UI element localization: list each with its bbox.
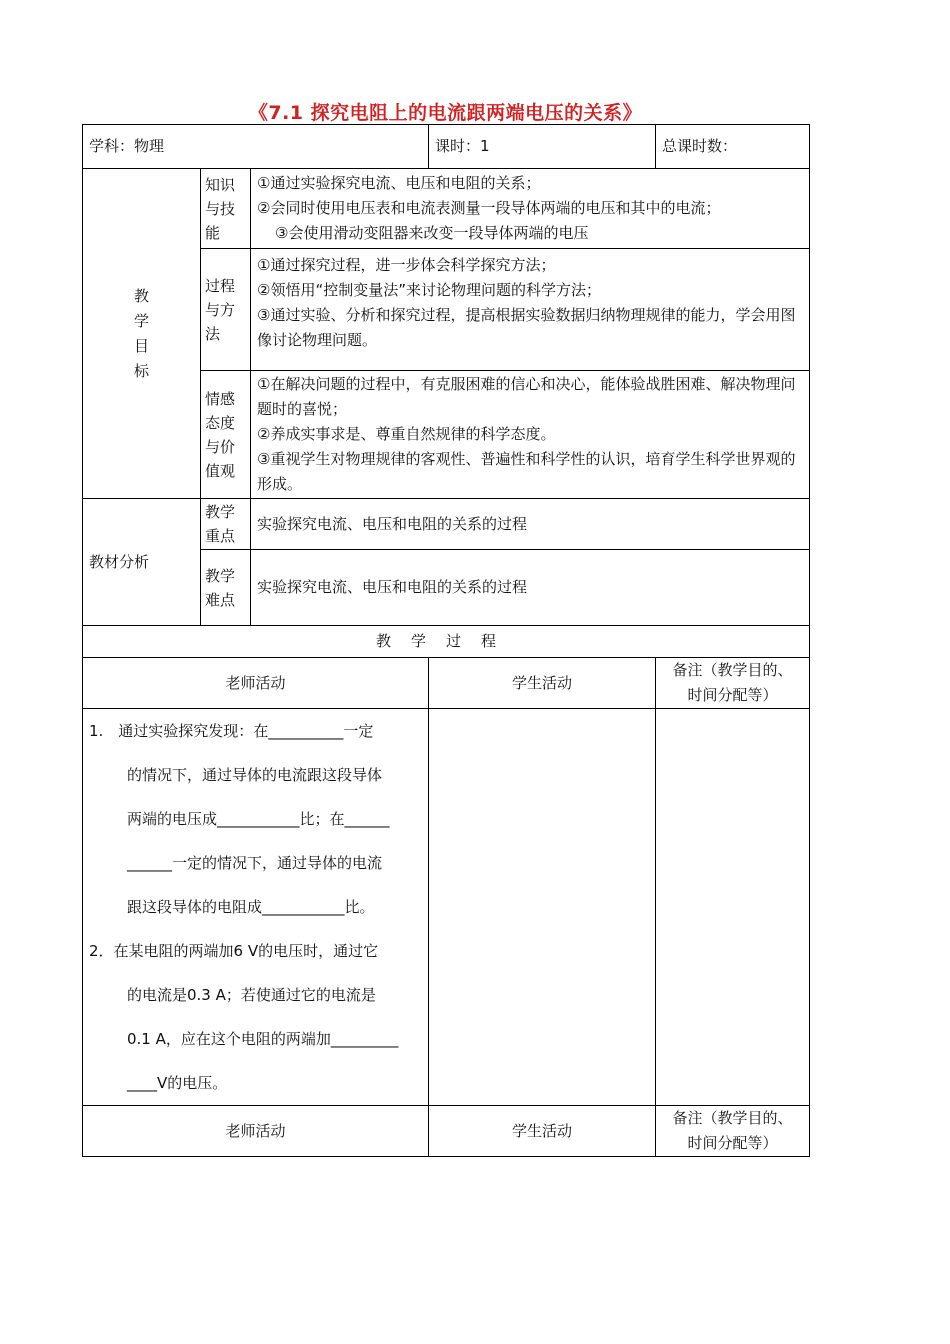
column-header-row-2 [83, 1106, 810, 1157]
question-1-line-1: 1. 通过实验探究发现：在__________一定 [89, 722, 374, 740]
question-2-line-2: 的电流是0.3 A；若使通过它的电流是 [127, 986, 376, 1004]
teacher-activity-header-2: 老师活动 [83, 1106, 429, 1157]
teacher-activity-header: 老师活动 [83, 658, 429, 709]
period-cell: 课时：1 [429, 125, 656, 169]
question-2-line-3: 0.1 A，应在这个电阻的两端加_________ [127, 1030, 399, 1048]
header-row [83, 125, 810, 169]
total-periods-cell: 总课时数： [656, 125, 810, 169]
student-activity-content [429, 709, 656, 1106]
notes-content [656, 709, 810, 1106]
column-header-row [83, 658, 810, 709]
question-1-line-5: 跟这段导体的电阻成___________比。 [127, 898, 375, 916]
page-title: 《7.1 探究电阻上的电流跟两端电压的关系》 [248, 102, 643, 124]
notes-header: 备注（教学目的、 时间分配等） [656, 658, 810, 709]
process-text: ①通过探究过程，进一步体会科学探究方法； ②领悟用“控制变量法”来讨论物理问题的科学方法； ③通过实验、分析和探究过程，提高根据实验数据归纳物理规律的能力，学会用图像讨论物理问题。 [251, 249, 810, 371]
knowledge-label: 知识 与技 能 [201, 169, 251, 249]
question-2-line-1: 2．在某电阻的两端加6 V的电压时，通过它 [89, 942, 379, 960]
objective-knowledge-row [83, 169, 810, 249]
emotion-text: ①在解决问题的过程中，有克服困难的信心和决心，能体验战胜困难、解决物理问题时的喜悦； ②养成实事求是、尊重自然规律的科学态度。 ③重视学生对物理规律的客观性、普遍性和科学性的认识，培育学生科学世界观的形成。 [251, 371, 810, 499]
question-1-line-3: 两端的电压成___________比；在______ [127, 810, 390, 828]
notes-header-2: 备注（教学目的、 时间分配等） [656, 1106, 810, 1157]
student-activity-header: 学生活动 [429, 658, 656, 709]
subject-cell: 学科：物理 [83, 125, 429, 169]
question-1-line-2: 的情况下，通过导体的电流跟这段导体 [127, 766, 383, 784]
question-1-line-4: ______一定的情况下，通过导体的电流 [127, 854, 383, 872]
key-point-text: 实验探究电流、电压和电阻的关系的过程 [251, 499, 810, 550]
analysis-key-row [83, 499, 810, 550]
knowledge-text: ①通过实验探究电流、电压和电阻的关系； ②会同时使用电压表和电流表测量一段导体两端的电压和其中的电流； ③会使用滑动变阻器来改变一段导体两端的电压 [251, 169, 810, 249]
student-activity-header-2: 学生活动 [429, 1106, 656, 1157]
difficult-point-text: 实验探究电流、电压和电阻的关系的过程 [251, 550, 810, 626]
key-point-label: 教学 重点 [201, 499, 251, 550]
difficult-point-label: 教学 难点 [201, 550, 251, 626]
process-title-row [83, 626, 810, 658]
process-title: 教学过程 [83, 626, 810, 658]
objectives-label: 教 学 目 标 [83, 169, 201, 499]
content-row [83, 709, 810, 1106]
question-list [89, 709, 422, 1105]
analysis-label: 教材分析 [83, 499, 201, 626]
question-2-line-4: ____V的电压。 [127, 1074, 228, 1092]
lesson-plan-table [82, 124, 810, 1157]
teacher-activity-content [83, 709, 429, 1106]
process-label: 过程 与方 法 [201, 249, 251, 371]
emotion-label: 情感 态度 与价 值观 [201, 371, 251, 499]
